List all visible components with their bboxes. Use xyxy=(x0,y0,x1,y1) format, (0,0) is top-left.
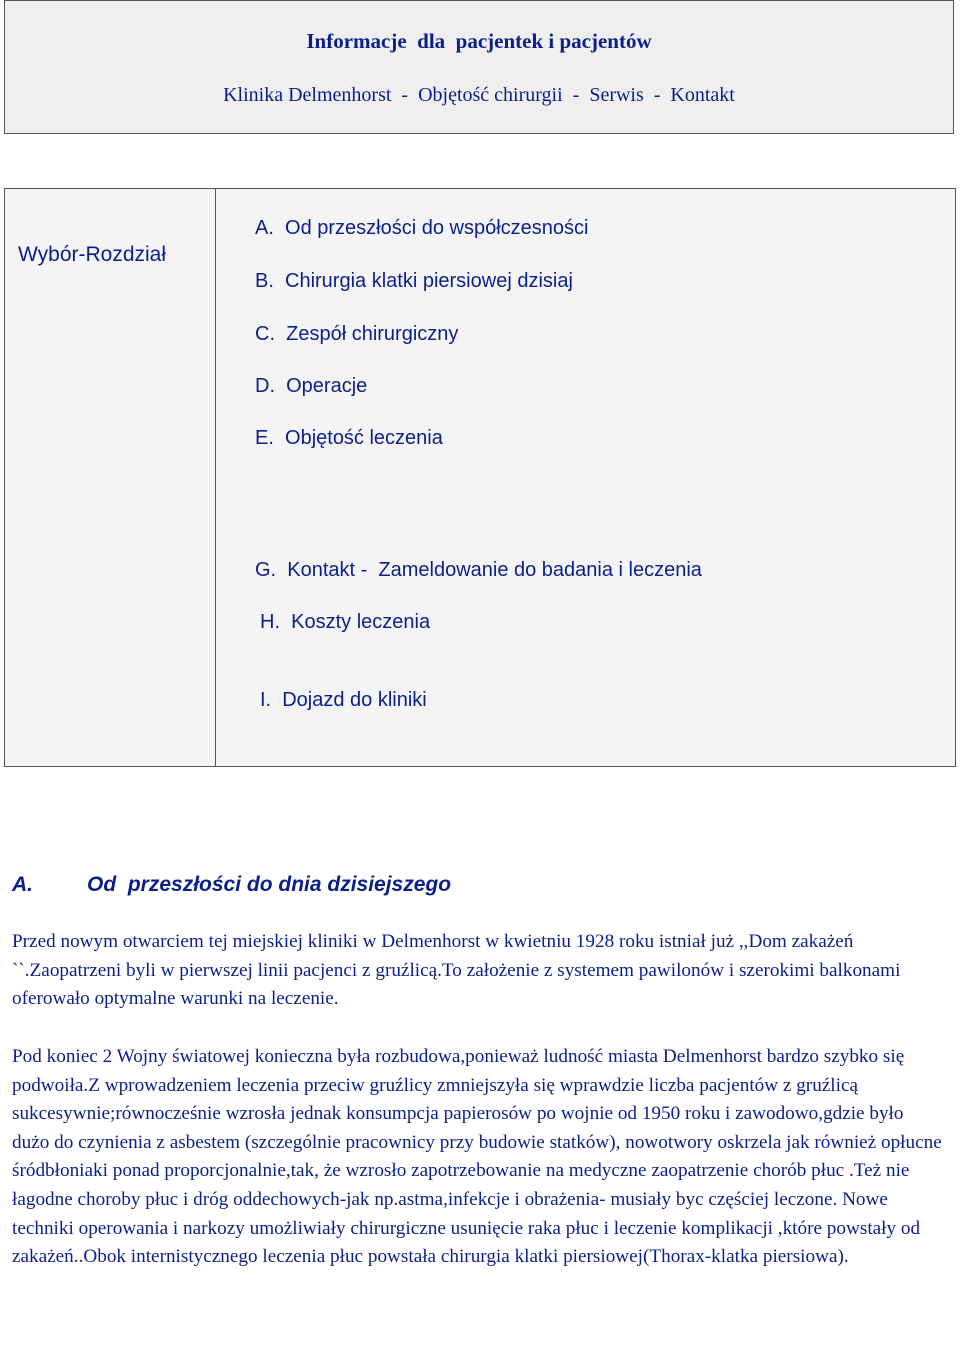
paragraph-1: Przed nowym otwarciem tej miejskiej kliniki w Delmenhorst w kwietniu 1928 roku istniał już ,,Dom zakażeń ``.Zaopatrzeni byli w pierwszej linii pacjenci z gruźlicą.To założenie z systemem pawilonów i szerokimi balkonami oferowało optymalne warunki na leczenie. xyxy=(12,931,901,1010)
toc-item-i[interactable]: I. Dojazd do kliniki xyxy=(260,689,427,711)
toc-item-e[interactable]: E. Objętość leczenia xyxy=(255,427,443,449)
toc-item-g[interactable]: G. Kontakt - Zameldowanie do badania i leczenia xyxy=(255,559,702,581)
page-title: Informacje dla pacjentek i pacjentów xyxy=(306,29,652,53)
toc-item-a[interactable]: A. Od przeszłości do współczesności xyxy=(255,217,589,239)
chapter-selection-table xyxy=(4,188,956,767)
chapter-selection-label: Wybór-Rozdział xyxy=(18,243,167,266)
paragraph-2: Pod koniec 2 Wojny światowej konieczna była rozbudowa,ponieważ ludność miasta Delmenhorst bardzo szybko się podwoiła.Z wprowadzeniem leczenia przeciw gruźlicy zmniejszyła się wprawdzie liczba pacjentów z gruźlicą sukcesywnie;równocześnie wzrosła jednak konsumpcja papierosów po wojnie od 1950 roku i zawodowo,gdzie było dużo do czynienia z asbestem (szczególnie pracownicy przy budowie statków), nowotwory oskrzela jak również opłucne śródbłoniaki ponad proporcjonalnie,tak, że wzrosło zapotrzebowanie na medyczne zaopatrzenie chorób płuc .Też nie łagodne choroby płuc i dróg oddechowych-jak np.astma,infekcje i obrażenia- musiały byc częściej leczone. Nowe techniki operowania i narkozy umożliwiały chirurgiczne usunięcie raka płuc i leczenie komplikacji ,które powstały od zakażeń..Obok internistycznego leczenia płuc powstała chirurgia klatki piersiowej(Thorax-klatka piersiowa). xyxy=(12,1046,942,1268)
section-letter: A. xyxy=(12,873,33,896)
toc-item-h[interactable]: H. Koszty leczenia xyxy=(260,611,431,633)
header-box xyxy=(4,0,954,134)
section-heading xyxy=(12,873,451,897)
chapter-selection-cell xyxy=(5,189,216,766)
section-title: Od przeszłości do dnia dzisiejszego xyxy=(87,873,452,896)
header-nav-links[interactable]: Klinika Delmenhorst - Objętość chirurgii - Serwis - Kontakt xyxy=(223,84,735,106)
toc-item-c[interactable]: C. Zespół chirurgiczny xyxy=(255,323,459,345)
toc-item-d[interactable]: D. Operacje xyxy=(255,375,368,397)
toc-item-b[interactable]: B. Chirurgia klatki piersiowej dzisiaj xyxy=(255,270,573,292)
